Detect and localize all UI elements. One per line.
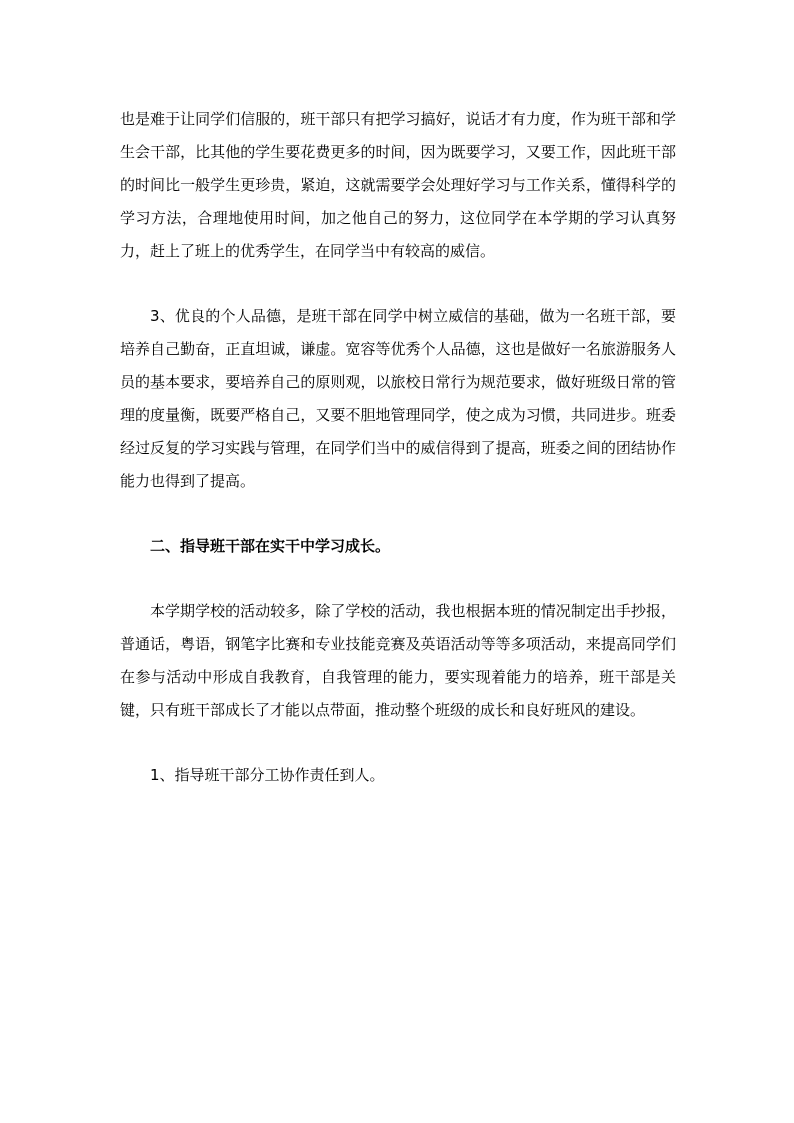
paragraph-division-of-labor: 1、指导班干部分工协作责任到人。: [150, 766, 385, 784]
section-heading-guidance: 二、指导班干部在实干中学习成长。: [150, 537, 391, 555]
paragraph-continuation: 也是难于让同学们信服的，班干部只有把学习搞好，说话才有力度，作为班干部和学生会干部，比其他的学生要花费更多的时间，因为既要学习，又要工作，因此班干部的时间比一般学生更珍贵，紧迫，这就需要学会处理好学习与工作关系，懂得科学的学习方法，合理地使用时间，加之他自己的努力，这位同学在本学期的学习认真努力，赶上了班上的优秀学生，在同学当中有较高的威信。: [120, 110, 676, 260]
paragraph-personal-character: 3、优良的个人品德，是班干部在同学中树立威信的基础，做为一名班干部，要培养自己勤奋，正直坦诚，谦虚。宽容等优秀个人品德，这也是做好一名旅游服务人员的基本要求，要培养自己的原则观，以旅校日常行为规范要求，做好班级日常的管理的度量衡，既要严格自己，又要不胆地管理同学，使之成为习惯，共同进步。班委经过反复的学习实践与管理，在同学们当中的威信得到了提高，班委之间的团结协作能力也得到了提高。: [120, 307, 676, 490]
paragraph-activities: 本学期学校的活动较多，除了学校的活动，我也根据本班的情况制定出手抄报，普通话，粤语，钢笔字比赛和专业技能竞赛及英语活动等等多项活动，来提高同学们在参与活动中形成自我教育，自我管理的能力，要实现着能力的培养，班干部是关键，只有班干部成长了才能以点带面，推动整个班级的成长和良好班风的建设。: [120, 602, 676, 719]
document-body: [120, 103, 676, 792]
